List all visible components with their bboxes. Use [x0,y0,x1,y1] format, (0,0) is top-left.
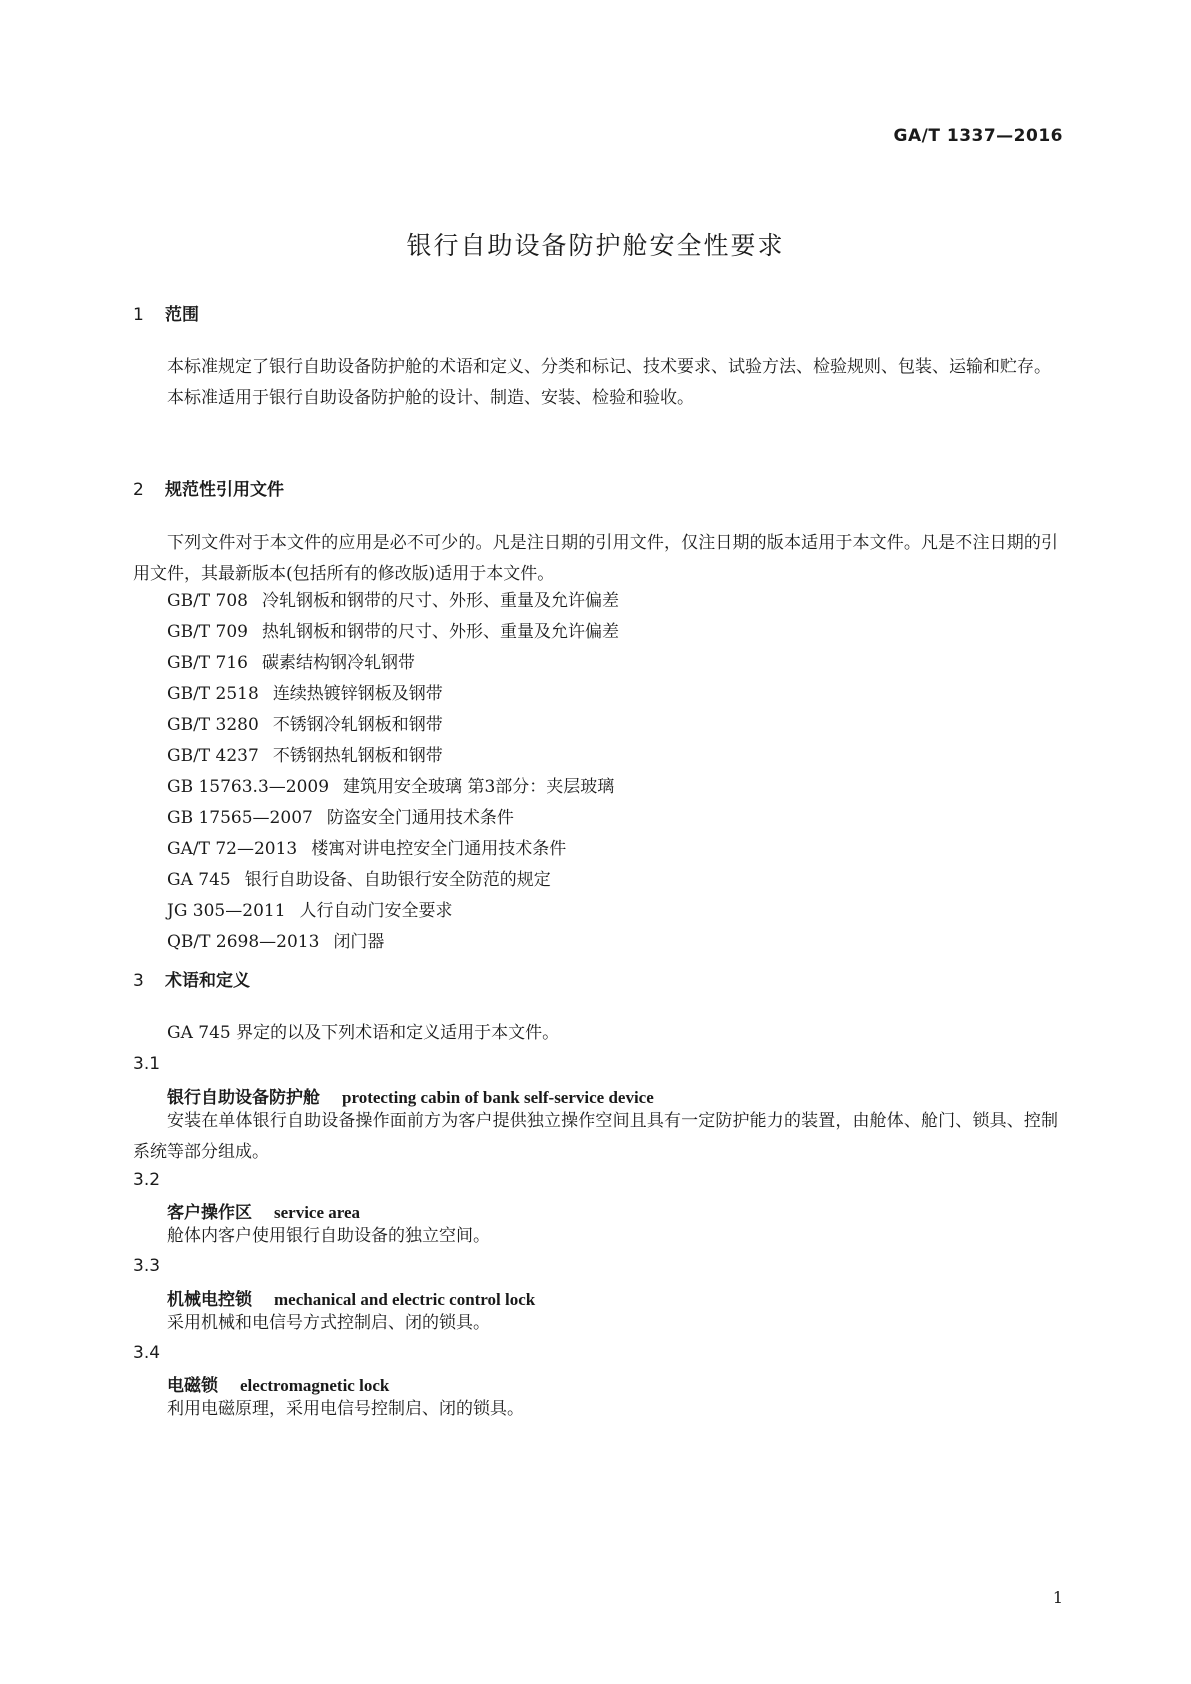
term-name [167,1371,389,1396]
reference-code: GB/T 708 [167,591,248,611]
reference-title: 银行自助设备、自助银行安全防范的规定 [244,870,551,890]
reference-code: GA 745 [167,870,231,890]
section-number: 2 [133,480,144,500]
term-number: 3.1 [133,1054,161,1074]
standard-code: GA/T 1337—2016 [893,126,1063,146]
section-number: 3 [133,971,144,991]
reference-item [167,834,619,865]
reference-title: 碳素结构钢冷轧钢带 [262,653,415,673]
reference-item [167,927,619,958]
reference-title: 不锈钢冷轧钢板和钢带 [272,715,443,735]
reference-code: GB/T 2518 [167,684,259,704]
reference-code: GA/T 72—2013 [167,839,298,859]
page-number: 1 [1052,1588,1063,1607]
section-title: 术语和定义 [165,971,250,991]
term-name-zh: 电磁锁 [167,1376,218,1396]
section-heading-normative-references [133,475,1058,500]
term-name [167,1285,535,1310]
reference-code: GB/T 716 [167,653,248,673]
reference-title: 人行自动门安全要求 [299,901,453,921]
section-heading-scope [133,300,1058,325]
reference-code: GB 17565—2007 [167,808,313,828]
section-intro [133,1018,1058,1049]
reference-item [167,586,619,617]
reference-item [167,679,619,710]
term-number: 3.2 [133,1170,161,1190]
reference-code: GB/T 3280 [167,715,259,735]
reference-code: JG 305—2011 [167,901,286,921]
paragraph: 本标准规定了银行自助设备防护舱的术语和定义、分类和标记、技术要求、试验方法、检验规则、包装、运输和贮存。 [167,357,1051,377]
reference-item [167,896,619,927]
paragraph: 本标准适用于银行自助设备防护舱的设计、制造、安装、检验和验收。 [167,388,694,408]
term-number: 3.3 [133,1256,161,1276]
reference-item [167,648,619,679]
reference-item [167,772,619,803]
reference-code: GB/T 4237 [167,746,259,766]
term-name-zh: 银行自助设备防护舱 [167,1088,320,1108]
reference-item [167,741,619,772]
term-definition: 利用电磁原理，采用电信号控制启、闭的锁具。 [167,1399,524,1419]
term-name-en: service area [274,1203,361,1222]
term-name-zh: 客户操作区 [167,1203,252,1223]
section-body-scope [133,352,1058,414]
term-name-en: mechanical and electric control lock [274,1290,536,1309]
reference-title: 楼寓对讲电控安全门通用技术条件 [311,839,567,859]
reference-title: 防盗安全门通用技术条件 [326,808,514,828]
reference-code: QB/T 2698—2013 [167,932,320,952]
reference-title: 连续热镀锌钢板及钢带 [272,684,443,704]
reference-item [167,803,619,834]
reference-code: GB/T 709 [167,622,248,642]
term-name-en: electromagnetic lock [240,1376,390,1395]
reference-title: 热轧钢板和钢带的尺寸、外形、重量及允许偏差 [262,622,619,642]
term-name-en: protecting cabin of bank self-service device [342,1088,654,1107]
term-definition: 采用机械和电信号方式控制启、闭的锁具。 [167,1313,490,1333]
section-number: 1 [133,305,144,325]
term-definition: 安装在单体银行自助设备操作面前方为客户提供独立操作空间且具有一定防护能力的装置，由舱体、舱门、锁具、控制系统等部分组成。 [133,1111,1058,1162]
reference-title: 建筑用安全玻璃 第3部分：夹层玻璃 [343,777,615,797]
section-intro [133,528,1058,590]
reference-item [167,865,619,896]
reference-code: GB 15763.3—2009 [167,777,330,797]
term-name [167,1198,360,1223]
reference-item [167,710,619,741]
term-name-zh: 机械电控锁 [167,1290,252,1310]
document-title: 银行自助设备防护舱安全性要求 [406,231,785,260]
section-title: 规范性引用文件 [165,480,284,500]
section-title: 范围 [165,305,199,325]
term-definition: 舱体内客户使用银行自助设备的独立空间。 [167,1226,490,1246]
paragraph: GA 745 界定的以及下列术语和定义适用于本文件。 [167,1023,560,1043]
section-heading-terms-and-definitions [133,966,1058,991]
reference-title: 冷轧钢板和钢带的尺寸、外形、重量及允许偏差 [262,591,619,611]
reference-title: 闭门器 [333,932,385,952]
reference-item [167,617,619,648]
paragraph: 下列文件对于本文件的应用是必不可少的。凡是注日期的引用文件，仅注日期的版本适用于本文件。凡是不注日期的引用文件，其最新版本(包括所有的修改版)适用于本文件。 [133,533,1058,584]
term-name [167,1083,654,1108]
reference-list [167,586,619,958]
reference-title: 不锈钢热轧钢板和钢带 [272,746,443,766]
term-number: 3.4 [133,1343,161,1363]
